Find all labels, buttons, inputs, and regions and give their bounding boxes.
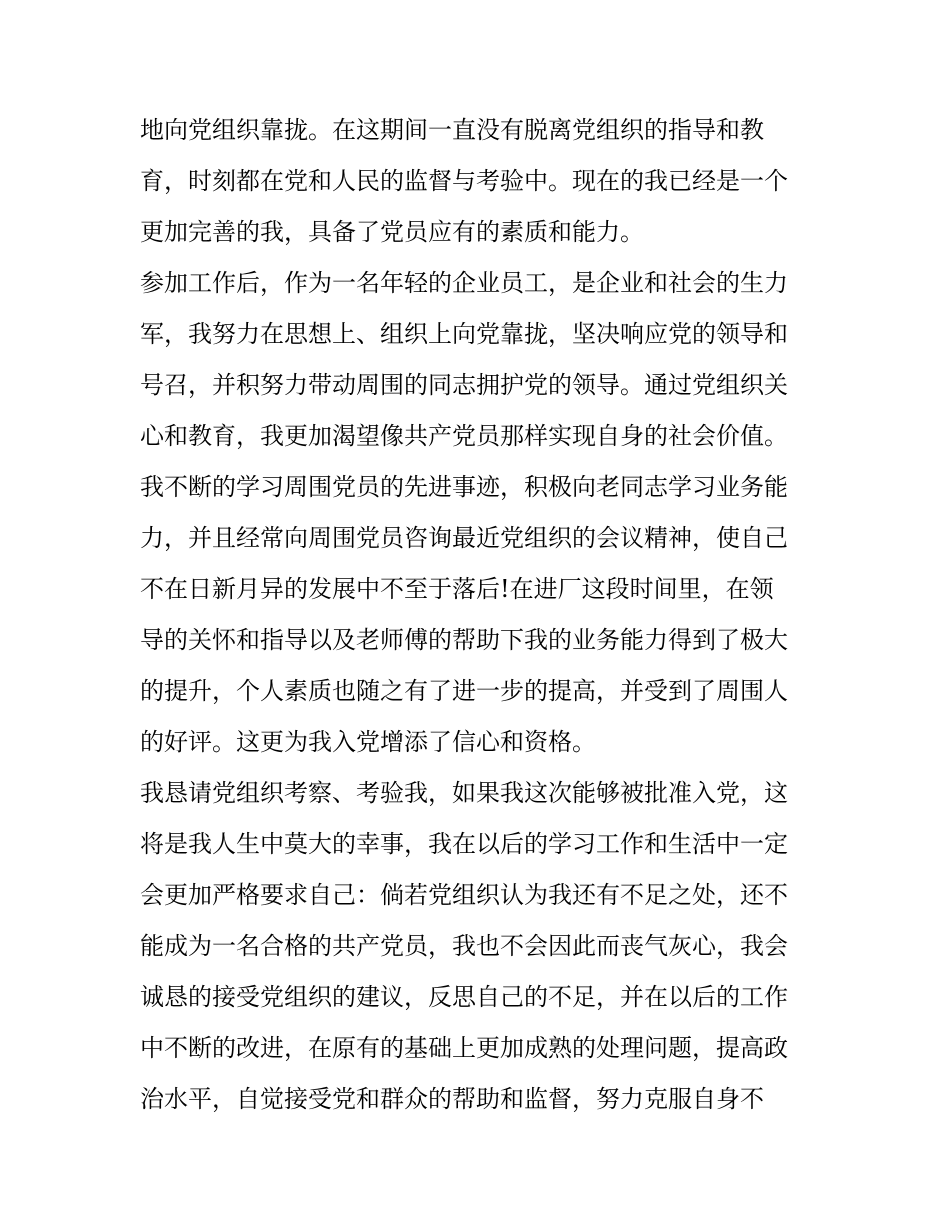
text-line: 我恳请党组织考察、考验我，如果我这次能够被批准入党，这 [140, 779, 788, 807]
text-line: 将是我人生中莫大的幸事，我在以后的学习工作和生活中一定 [140, 830, 788, 858]
text-line: 会更加严格要求自己：倘若党组织认为我还有不足之处，还不 [140, 881, 788, 909]
text-line: 地向党组织靠拢。在这期间一直没有脱离党组织的指导和教 [140, 116, 764, 144]
text-line: 导的关怀和指导以及老师傅的帮助下我的业务能力得到了极大 [140, 626, 788, 654]
document-body [140, 105, 820, 1125]
text-line: 力，并且经常向周围党员咨询最近党组织的会议精神，使自己 [140, 524, 788, 552]
text-line: 号召，并积努力带动周围的同志拥护党的领导。通过党组织关 [140, 371, 788, 399]
text-line: 育，时刻都在党和人民的监督与考验中。现在的我已经是一个 [140, 167, 788, 195]
text-line: 我不断的学习周围党员的先进事迹，积极向老同志学习业务能 [140, 473, 788, 501]
text-line: 更加完善的我，具备了党员应有的素质和能力。 [140, 218, 644, 246]
text-line: 中不断的改进，在原有的基础上更加成熟的处理问题，提高政 [140, 1034, 788, 1062]
text-line: 治水平，自觉接受党和群众的帮助和监督，努力克服自身不 [140, 1085, 764, 1113]
text-line: 的好评。这更为我入党增添了信心和资格。 [140, 728, 596, 756]
text-line: 诚恳的接受党组织的建议，反思自己的不足，并在以后的工作 [140, 983, 788, 1011]
text-line: 能成为一名合格的共产党员，我也不会因此而丧气灰心，我会 [140, 932, 788, 960]
text-line: 心和教育，我更加渴望像共产党员那样实现自身的社会价值。 [140, 422, 788, 450]
text-line: 军，我努力在思想上、组织上向党靠拢，坚决响应党的领导和 [140, 320, 788, 348]
text-line: 的提升，个人素质也随之有了进一步的提高，并受到了周围人 [140, 677, 788, 705]
text-line: 参加工作后，作为一名年轻的企业员工，是企业和社会的生力 [140, 269, 788, 297]
text-line: 不在日新月异的发展中不至于落后!在进厂这段时间里，在领 [140, 575, 774, 603]
